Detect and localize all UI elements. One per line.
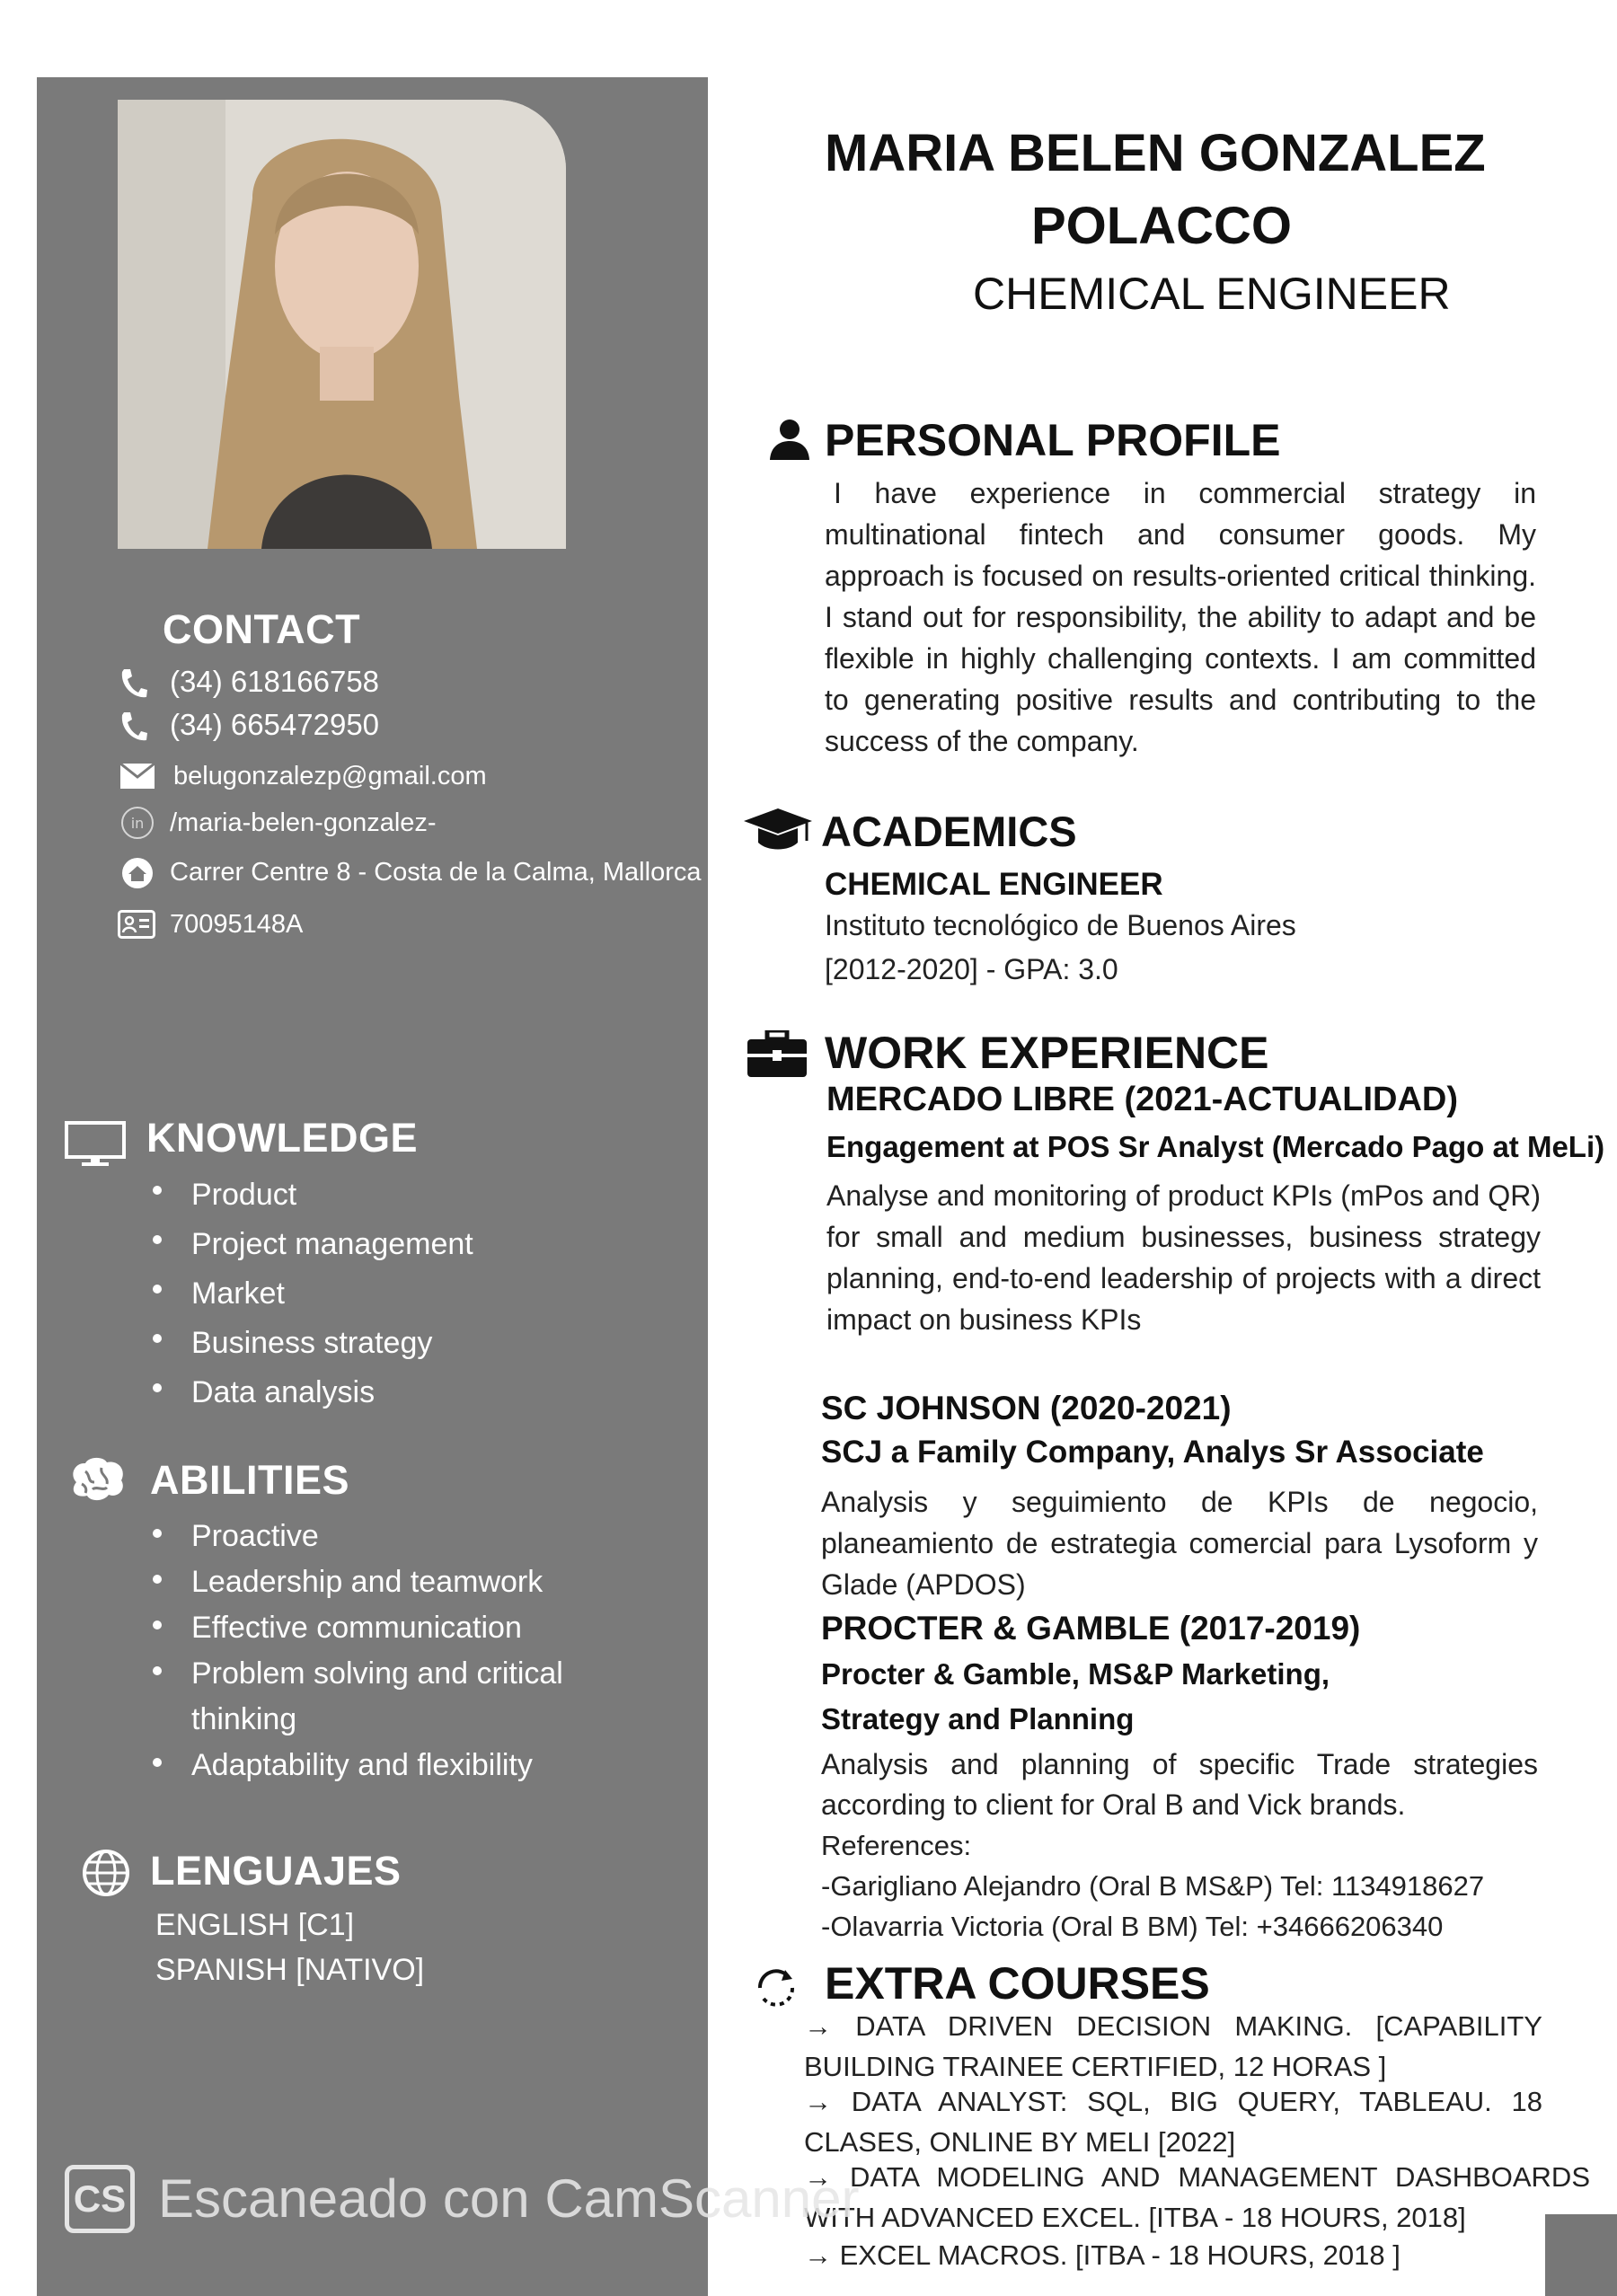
- job-3-company: PROCTER & GAMBLE (2017-2019): [821, 1610, 1361, 1647]
- id-card-icon: [118, 910, 155, 939]
- job-2-description: Analysis y seguimiento de KPIs de negocio, planeamiento de estrategia comercial para Lysoform y Glade (APDOS): [821, 1486, 1538, 1601]
- refresh-icon: [753, 1965, 800, 2011]
- camscanner-watermark: [63, 2160, 961, 2241]
- list-item: Product: [153, 1170, 473, 1220]
- knowledge-heading: KNOWLEDGE: [146, 1115, 418, 1161]
- home-icon: [120, 856, 155, 890]
- academic-dates: [2012-2020] - GPA: 3.0: [825, 953, 1118, 985]
- phone-1: (34) 618166758: [170, 665, 380, 698]
- linkedin-icon: [120, 806, 155, 840]
- job-2-role: SCJ a Family Company, Analys Sr Associate: [821, 1435, 1484, 1470]
- job-title: CHEMICAL ENGINEER: [973, 269, 1451, 319]
- job-3-description: Analysis and planning of specific Trade strategies according to client for Oral B and Vick brands.: [821, 1748, 1538, 1821]
- list-item: Effective communication: [153, 1605, 620, 1651]
- graduation-cap-icon: [742, 805, 814, 855]
- course-1: → DATA DRIVEN DECISION MAKING. [CAPABILITY BUILDING TRAINEE CERTIFIED, 12 HORAS ]: [804, 2010, 1542, 2082]
- abilities-heading: ABILITIES: [150, 1457, 350, 1503]
- degree: CHEMICAL ENGINEER: [825, 867, 1163, 902]
- job-1-role: Engagement at POS Sr Analyst (Mercado Pago at MeLi): [826, 1130, 1605, 1163]
- course-2: → DATA ANALYST: SQL, BIG QUERY, TABLEAU. 18 CLASES, ONLINE BY MELI [2022]: [804, 2086, 1542, 2158]
- course-3: → DATA MODELING AND MANAGEMENT DASHBOARDS WITH ADVANCED EXCEL. [ITBA - 18 HOURS, 2018]: [804, 2161, 1590, 2233]
- home-address: Carrer Centre 8 - Costa de la Calma, Mallorca: [170, 858, 702, 887]
- person-icon: [768, 419, 811, 462]
- portrait-image: [118, 100, 566, 549]
- name-line-2: POLACCO: [1031, 197, 1292, 255]
- job-1-description: Analyse and monitoring of product KPIs (mPos and QR) for small and medium businesses, business strategy planning, end-to-end leadership of projects with a direct impact on business KPIs: [826, 1179, 1541, 1336]
- job-2-company: SC JOHNSON (2020-2021): [821, 1390, 1232, 1426]
- reference-1: -Garigliano Alejandro (Oral B MS&P) Tel: 1134918627: [821, 1870, 1485, 1902]
- corner-decoration: [1545, 2214, 1617, 2296]
- profile-text: I have experience in commercial strategy in multinational fintech and consumer goods. My approach is focused on results-oriented critical thinking. I stand out for responsibility, the ability to adapt and be flexible in highly challenging contexts. I am committed to generating positive results and contributing to the success of the company.: [825, 477, 1536, 757]
- linkedin-handle: /maria-belen-gonzalez-: [170, 808, 437, 837]
- languages-heading: LENGUAJES: [150, 1848, 402, 1894]
- institution: Instituto tecnológico de Buenos Aires: [825, 909, 1296, 941]
- phone-icon: [119, 711, 147, 743]
- contact-heading: CONTACT: [163, 606, 361, 652]
- abilities-list: [153, 1514, 620, 1788]
- list-item: Problem solving and critical thinking: [153, 1651, 620, 1743]
- email-address: belugonzalezp@gmail.com: [173, 762, 487, 790]
- name-line-1: MARIA BELEN GONZALEZ: [825, 124, 1486, 182]
- camscanner-logo: CS: [65, 2165, 135, 2233]
- phone-2: (34) 665472950: [170, 708, 380, 741]
- language-spanish: SPANISH [NATIVO]: [155, 1953, 425, 1987]
- list-item: Market: [153, 1269, 473, 1319]
- monitor-icon: [64, 1120, 127, 1167]
- courses-heading: EXTRA COURSES: [825, 1958, 1210, 2009]
- knowledge-list: [153, 1170, 473, 1417]
- references-label: References:: [821, 1830, 972, 1861]
- job-3-role-line-1: Procter & Gamble, MS&P Marketing,: [821, 1657, 1330, 1691]
- brain-icon: [67, 1455, 128, 1504]
- job-3-role-line-2: Strategy and Planning: [821, 1702, 1135, 1735]
- list-item: Project management: [153, 1220, 473, 1269]
- list-item: Business strategy: [153, 1319, 473, 1368]
- course-4: → EXCEL MACROS. [ITBA - 18 HOURS, 2018 ]: [804, 2239, 1401, 2271]
- svg-text:in: in: [130, 815, 145, 832]
- academics-heading: ACADEMICS: [821, 808, 1077, 855]
- job-1-company: MERCADO LIBRE (2021-ACTUALIDAD): [826, 1081, 1459, 1118]
- email-icon: [120, 764, 155, 789]
- globe-icon: [82, 1849, 130, 1897]
- work-heading: WORK EXPERIENCE: [825, 1028, 1269, 1078]
- briefcase-icon: [747, 1030, 807, 1077]
- id-number: 70095148A: [170, 910, 304, 939]
- profile-photo: [118, 100, 566, 549]
- camscanner-text: Escaneado con CamScanner: [158, 2168, 860, 2229]
- reference-2: -Olavarria Victoria (Oral B BM) Tel: +34666206340: [821, 1911, 1444, 1942]
- list-item: Proactive: [153, 1514, 620, 1559]
- profile-heading: PERSONAL PROFILE: [825, 415, 1281, 465]
- list-item: Adaptability and flexibility: [153, 1743, 620, 1788]
- list-item: Data analysis: [153, 1368, 473, 1417]
- phone-icon: [119, 667, 147, 700]
- list-item: Leadership and teamwork: [153, 1559, 620, 1605]
- language-english: ENGLISH [C1]: [155, 1908, 355, 1942]
